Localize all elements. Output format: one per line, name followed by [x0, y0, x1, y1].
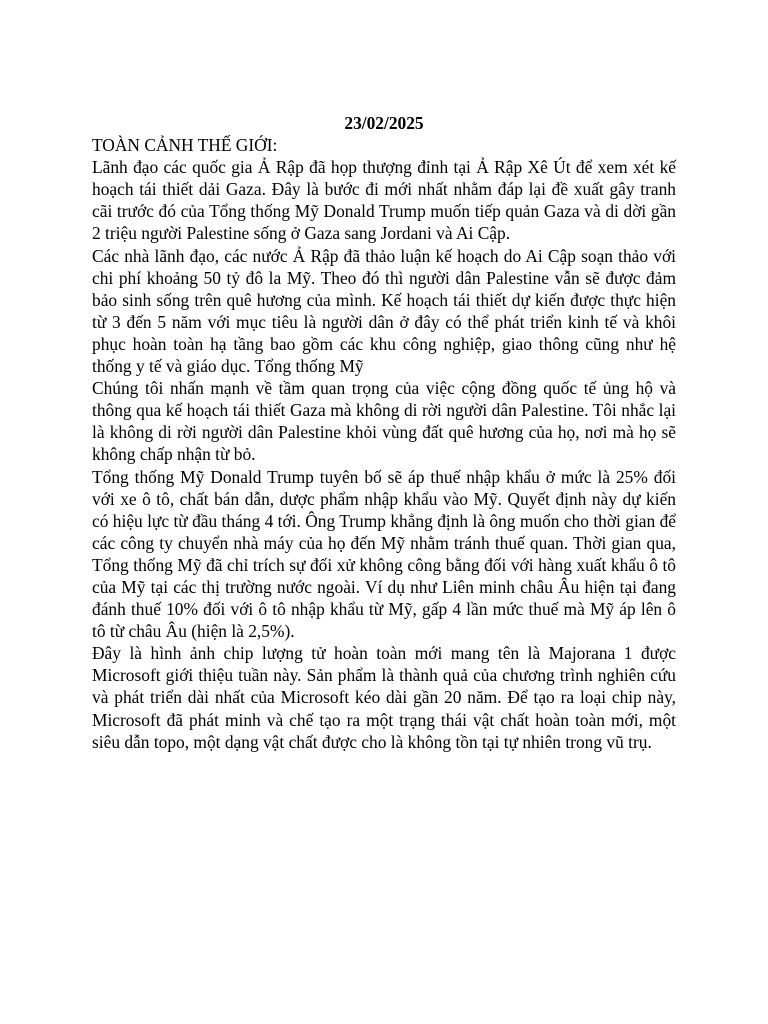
document-page [92, 112, 676, 753]
paragraph-quantum-chip: Đây là hình ảnh chip lượng tử hoàn toàn mới mang tên là Majorana 1 được Microsoft giới thiệu tuần này. Sản phẩm là thành quả của chương trình nghiên cứu và phát triển dài nhất của Microsoft kéo dài gần 20 năm. Để tạo ra loại chip này, Microsoft đã phát minh và chế tạo ra một trạng thái vật chất hoàn toàn mới, một siêu dẫn topo, một dạng vật chất được cho là không tồn tại tự nhiên trong vũ trụ. [92, 643, 676, 752]
document-date: 23/02/2025 [344, 113, 424, 133]
paragraph-statement: Chúng tôi nhấn mạnh về tầm quan trọng của việc cộng đồng quốc tế ủng hộ và thông qua kế hoạch tái thiết Gaza mà không di rời người dân Palestine. Tôi nhắc lại là không di rời người dân Palestine khỏi vùng đất quê hương của họ, nơi mà họ sẽ không chấp nhận từ bỏ. [92, 378, 676, 465]
paragraph-tariffs: Tổng thống Mỹ Donald Trump tuyên bố sẽ áp thuế nhập khẩu ở mức là 25% đối với xe ô tô, chất bán dẫn, dược phẩm nhập khẩu vào Mỹ. Quyết định này dự kiến có hiệu lực từ đầu tháng 4 tới. Ông Trump khẳng định là ông muốn cho thời gian để các công ty chuyển nhà máy của họ đến Mỹ nhằm tránh thuế quan. Thời gian qua, Tổng thống Mỹ đã chỉ trích sự đối xử không công bằng đối với hàng xuất khẩu ô tô của Mỹ tại các thị trường nước ngoài. Ví dụ như Liên minh châu Âu hiện tại đang đánh thuế 10% đối với ô tô nhập khẩu từ Mỹ, gấp 4 lần mức thuế mà Mỹ áp lên ô tô từ châu Âu (hiện là 2,5%). [92, 466, 676, 642]
section-heading: TOÀN CẢNH THẾ GIỚI: [92, 135, 278, 156]
paragraph-reconstruction-plan: Các nhà lãnh đạo, các nước Ả Rập đã thảo luận kế hoạch do Ai Cập soạn thảo với chi phí khoảng 50 tỷ đô la Mỹ. Theo đó thì người dân Palestine vẫn sẽ được đảm bảo sinh sống trên quê hương của mình. Kế hoạch tái thiết dự kiến được thực hiện từ 3 đến 5 năm với mục tiêu là người dân ở đây có thể phát triển kinh tế và khôi phục hoàn toàn hạ tầng bao gồm các khu công nghiệp, giao thông cũng như hệ thống y tế và giáo dục. Tổng thống Mỹ [92, 245, 676, 377]
paragraph-gaza-summit: Lãnh đạo các quốc gia Ả Rập đã họp thượng đỉnh tại Ả Rập Xê Út để xem xét kế hoạch tái thiết dải Gaza. Đây là bước đi mới nhất nhằm đáp lại đề xuất gây tranh cãi trước đó của Tổng thống Mỹ Donald Trump muốn tiếp quản Gaza và di dời gần 2 triệu người Palestine sống ở Gaza sang Jordani và Ai Cập. [92, 157, 676, 244]
